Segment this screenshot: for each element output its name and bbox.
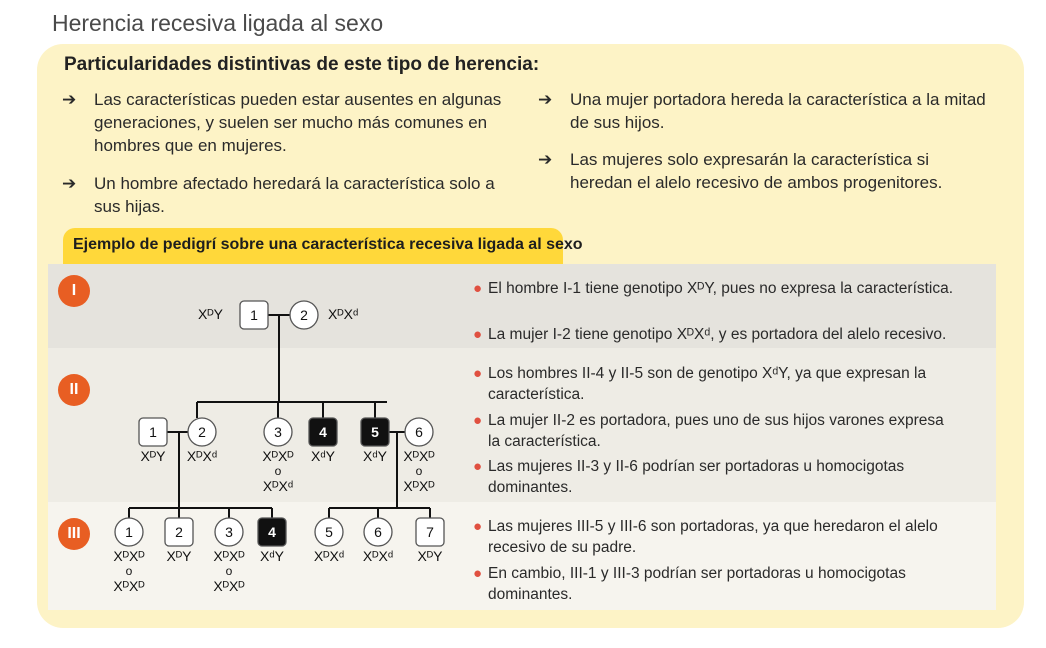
genotype-label-II-2: XᴰXᵈ	[186, 448, 218, 464]
genotype-label-II-5: XᵈY	[363, 448, 387, 464]
arrow-icon: ➔	[538, 90, 553, 109]
page-title: Herencia recesiva ligada al sexo	[52, 10, 384, 36]
arrow-icon: ➔	[538, 150, 553, 169]
genotype-label-I-1: XᴰY	[198, 306, 223, 322]
genotype-label-III-4: XᵈY	[260, 548, 284, 564]
individual-number: 2	[198, 424, 206, 440]
genotype-label-III-3: XᴰXᴰ o XᴰXᴰ	[213, 548, 245, 594]
individual-number: 1	[250, 307, 258, 323]
arrow-icon: ➔	[62, 174, 77, 193]
individual-number: 5	[325, 524, 333, 540]
note-III-2: ● En cambio, III-1 y III-3 podrían ser portadoras u homocigotas dominantes.	[473, 565, 906, 603]
note-III-1: ● Las mujeres III-5 y III-6 son portadoras, ya que heredaron el alelo recesivo de su padre.	[473, 518, 938, 556]
section-subtitle: Particularidades distintivas de este tipo de herencia:	[64, 54, 540, 75]
individual-number: 2	[175, 524, 183, 540]
individual-number: 6	[415, 424, 423, 440]
individual-number: 1	[125, 524, 133, 540]
note-I-1: ● El hombre I-1 tiene genotipo XᴰY, pues no expresa la característica.	[473, 280, 954, 297]
individual-number: 2	[300, 307, 308, 323]
genotype-label-II-1: XᴰY	[140, 448, 166, 464]
bullet-right-2: ➔ Las mujeres solo expresarán la característica si heredan el alelo recesivo de ambos progenitores.	[538, 150, 943, 192]
genotype-label-III-5: XᴰXᵈ	[313, 548, 345, 564]
individual-number: 1	[149, 424, 157, 440]
genotype-label-II-3: XᴰXᴰ o XᴰXᵈ	[262, 448, 294, 494]
individual-number: 4	[319, 424, 327, 440]
individual-number: 7	[426, 524, 434, 540]
note-II-3: ● Las mujeres II-3 y II-6 podrían ser portadoras u homocigotas dominantes.	[473, 458, 905, 496]
note-II-2: ● La mujer II-2 es portadora, pues uno de sus hijos varones expresa la característica.	[473, 412, 944, 450]
bullet-right-1: ➔ Una mujer portadora hereda la característica a la mitad de sus hijos.	[538, 90, 986, 132]
note-I-2: ● La mujer I-2 tiene genotipo XᴰXᵈ, y es portadora del alelo recesivo.	[473, 326, 947, 343]
individual-number: 6	[374, 524, 382, 540]
bullet-left-2: ➔ Un hombre afectado heredará la característica solo a sus hijas.	[62, 174, 495, 216]
generation-badge-III: III	[58, 518, 90, 550]
example-title: Ejemplo de pedigrí sobre una característica recesiva ligada al sexo	[73, 236, 583, 253]
genotype-label-III-7: XᴰY	[417, 548, 443, 564]
genotype-label-II-4: XᵈY	[311, 448, 335, 464]
generation-badge-I: I	[58, 275, 90, 307]
genotype-label-III-1: XᴰXᴰ o XᴰXᴰ	[113, 548, 145, 594]
genotype-label-III-2: XᴰY	[166, 548, 192, 564]
note-II-1: ● Los hombres II-4 y II-5 son de genotipo XᵈY, ya que expresan la característica.	[473, 365, 927, 403]
individual-number: 3	[225, 524, 233, 540]
arrow-icon: ➔	[62, 90, 77, 109]
individual-number: 5	[371, 424, 379, 440]
individual-number: 4	[268, 524, 276, 540]
genotype-label-I-2: XᴰXᵈ	[328, 306, 359, 322]
individual-number: 3	[274, 424, 282, 440]
generation-badge-II: II	[58, 374, 90, 406]
genotype-label-II-6: XᴰXᴰ o XᴰXᴰ	[403, 448, 435, 494]
bullet-left-1: ➔ Las características pueden estar ausentes en algunas generaciones, y suelen ser mucho más comunes en hombres que en mujeres.	[62, 90, 502, 155]
genotype-label-III-6: XᴰXᵈ	[362, 548, 394, 564]
